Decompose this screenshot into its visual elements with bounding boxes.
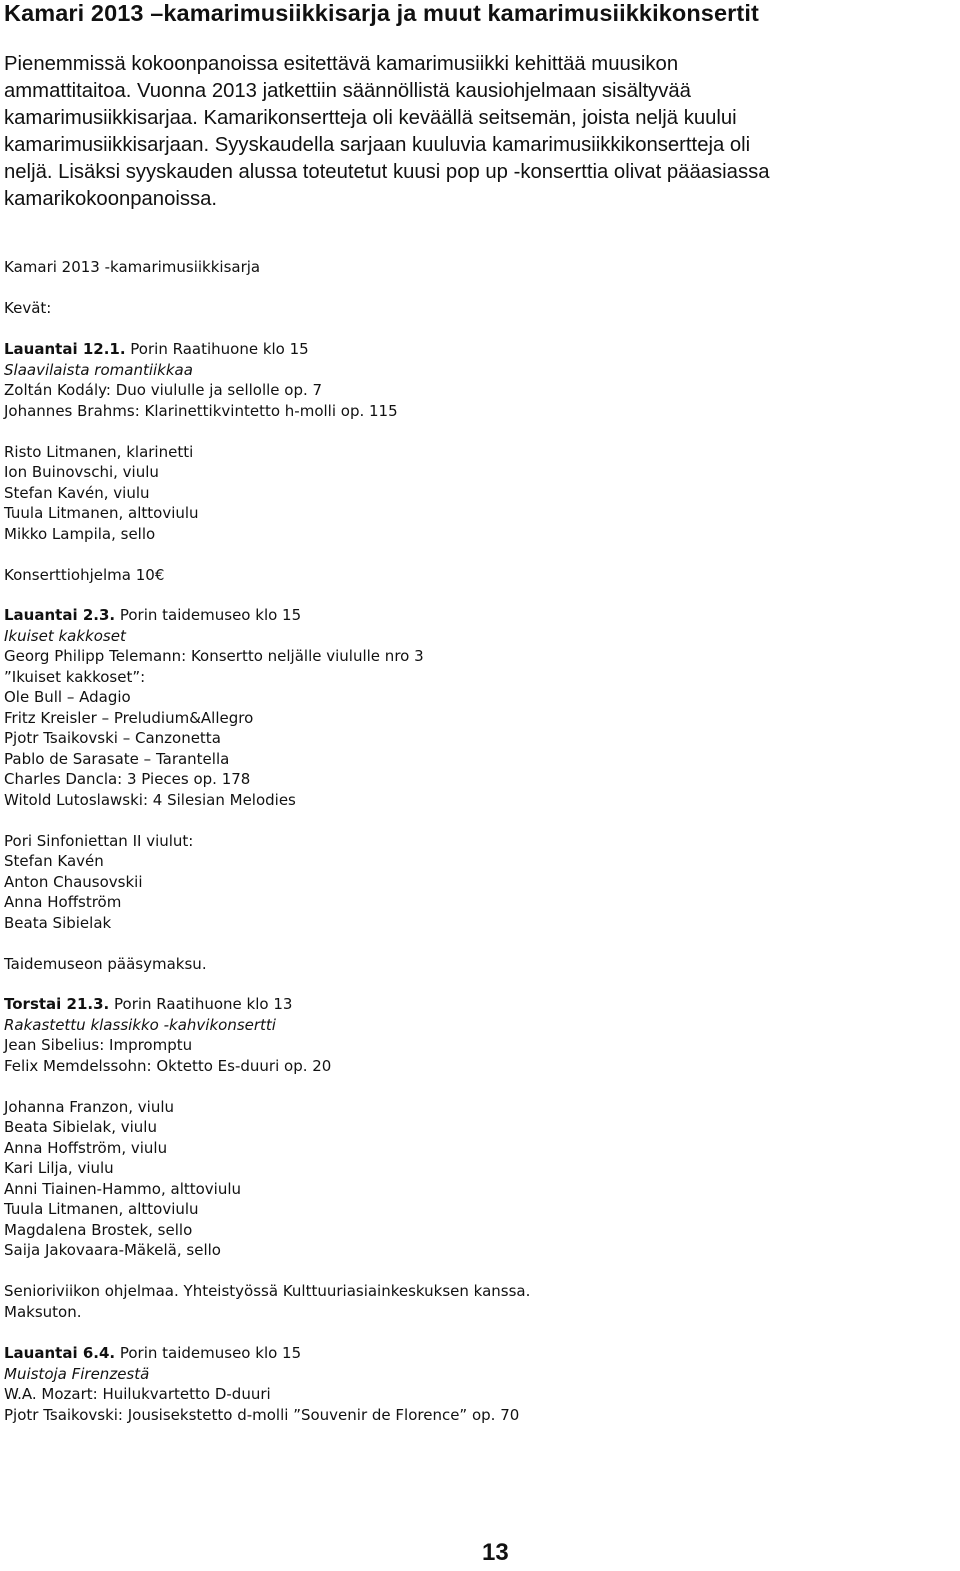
- program-item: Pjotr Tsaikovski: Jousisekstetto d-molli ”Souvenir de Florence” op. 70: [4, 1405, 520, 1424]
- concert-date: Torstai 21.3.: [4, 995, 110, 1013]
- concert-3: [4, 994, 530, 1322]
- concert-name: Slaavilaista romantiikkaa: [4, 360, 193, 379]
- intro-line: neljä. Lisäksi syyskauden alussa toteutetut kuusi pop up -konserttia olivat pääasiassa: [4, 161, 770, 183]
- performer: Saija Jakovaara-Mäkelä, sello: [4, 1241, 221, 1259]
- concert-header: [4, 605, 424, 626]
- program-item: Jean Sibelius: Impromptu: [4, 1036, 193, 1054]
- concert-venue: Porin taidemuseo klo 15: [115, 606, 302, 624]
- performer: Ion Buinovschi, viulu: [4, 463, 159, 481]
- page-title: Kamari 2013 –kamarimusiikkisarja ja muut kamarimusiikkikonsertit: [4, 0, 759, 26]
- performer: Tuula Litmanen, alttoviulu: [4, 504, 199, 522]
- concert-name: Muistoja Firenzestä: [4, 1364, 150, 1383]
- program-item: Georg Philipp Telemann: Konsertto neljälle viululle nro 3: [4, 647, 424, 665]
- concert-date: Lauantai 6.4.: [4, 1344, 116, 1362]
- concert-venue: Porin Raatihuone klo 15: [125, 340, 309, 358]
- concert-venue: Porin taidemuseo klo 15: [115, 1344, 302, 1362]
- intro-line: kamarikokoonpanoissa.: [4, 188, 218, 210]
- concert-note: Taidemuseon pääsymaksu.: [4, 954, 207, 973]
- intro-paragraph: [4, 51, 960, 213]
- concert-2: [4, 605, 424, 974]
- performer: Stefan Kavén: [4, 852, 104, 870]
- concert-date: Lauantai 2.3.: [4, 606, 116, 624]
- performer: Beata Sibielak: [4, 913, 112, 932]
- program-item: Charles Dancla: 3 Pieces op. 178: [4, 770, 251, 788]
- performer: Pori Sinfoniettan II viulut:: [4, 831, 194, 850]
- concert-date: Lauantai 12.1.: [4, 340, 126, 358]
- performer: Johanna Franzon, viulu: [4, 1097, 174, 1116]
- concert-1: [4, 339, 398, 585]
- performer: Kari Lilja, viulu: [4, 1159, 114, 1177]
- performer: Tuula Litmanen, alttoviulu: [4, 1200, 199, 1218]
- performer: Anni Tiainen-Hammo, alttoviulu: [4, 1179, 242, 1198]
- concert-note: Senioriviikon ohjelmaa. Yhteistyössä Kulttuuriasiainkeskuksen kanssa.: [4, 1282, 531, 1300]
- program-item: Witold Lutoslawski: 4 Silesian Melodies: [4, 790, 296, 809]
- concert-note: Konserttiohjelma 10€: [4, 565, 165, 584]
- performer: Anna Hoffström, viulu: [4, 1138, 168, 1157]
- page-number: 13: [482, 1539, 509, 1566]
- performer: Anton Chausovskii: [4, 872, 143, 891]
- concert-name: Ikuiset kakkoset: [4, 626, 126, 645]
- intro-line: kamarimusiikkisarjaa. Kamarikonsertteja oli keväällä seitsemän, joista neljä kuului: [4, 107, 737, 129]
- concert-header: [4, 1343, 519, 1364]
- concert-venue: Porin Raatihuone klo 13: [109, 995, 293, 1013]
- intro-line: ammattitaitoa. Vuonna 2013 jatkettiin säännöllistä kausiohjelmaan sisältyvää: [4, 80, 691, 102]
- performer: Beata Sibielak, viulu: [4, 1118, 157, 1136]
- season-label: Kevät:: [4, 299, 52, 317]
- intro-line: kamarimusiikkisarjaan. Syyskaudella sarjaan kuuluvia kamarimusiikkikonsertteja oli: [4, 134, 751, 156]
- performer: Stefan Kavén, viulu: [4, 483, 150, 502]
- concert-4: [4, 1343, 519, 1425]
- program-item: Zoltán Kodály: Duo viululle ja sellolle op. 7: [4, 381, 323, 399]
- program-item: W.A. Mozart: Huilukvartetto D-duuri: [4, 1385, 271, 1403]
- program-item: Fritz Kreisler – Preludium&Allegro: [4, 708, 254, 727]
- concert-note: Maksuton.: [4, 1302, 82, 1321]
- program-item: ”Ikuiset kakkoset”:: [4, 667, 146, 686]
- intro-line: Pienemmissä kokoonpanoissa esitettävä kamarimusiikki kehittää muusikon: [4, 53, 679, 75]
- program-item: Pablo de Sarasate – Tarantella: [4, 749, 230, 768]
- concert-header: [4, 339, 398, 360]
- program-item: Felix Memdelssohn: Oktetto Es-duuri op. 20: [4, 1056, 332, 1075]
- performer: Magdalena Brostek, sello: [4, 1220, 193, 1239]
- concert-name: Rakastettu klassikko -kahvikonsertti: [4, 1015, 276, 1034]
- series-heading: Kamari 2013 -kamarimusiikkisarja: [4, 258, 261, 276]
- performer: Mikko Lampila, sello: [4, 524, 156, 543]
- program-item: Pjotr Tsaikovski – Canzonetta: [4, 729, 221, 747]
- performer: Risto Litmanen, klarinetti: [4, 442, 194, 461]
- performer: Anna Hoffström: [4, 893, 122, 911]
- program-item: Ole Bull – Adagio: [4, 688, 131, 706]
- concert-header: [4, 994, 530, 1015]
- program-item: Johannes Brahms: Klarinettikvintetto h-molli op. 115: [4, 401, 398, 420]
